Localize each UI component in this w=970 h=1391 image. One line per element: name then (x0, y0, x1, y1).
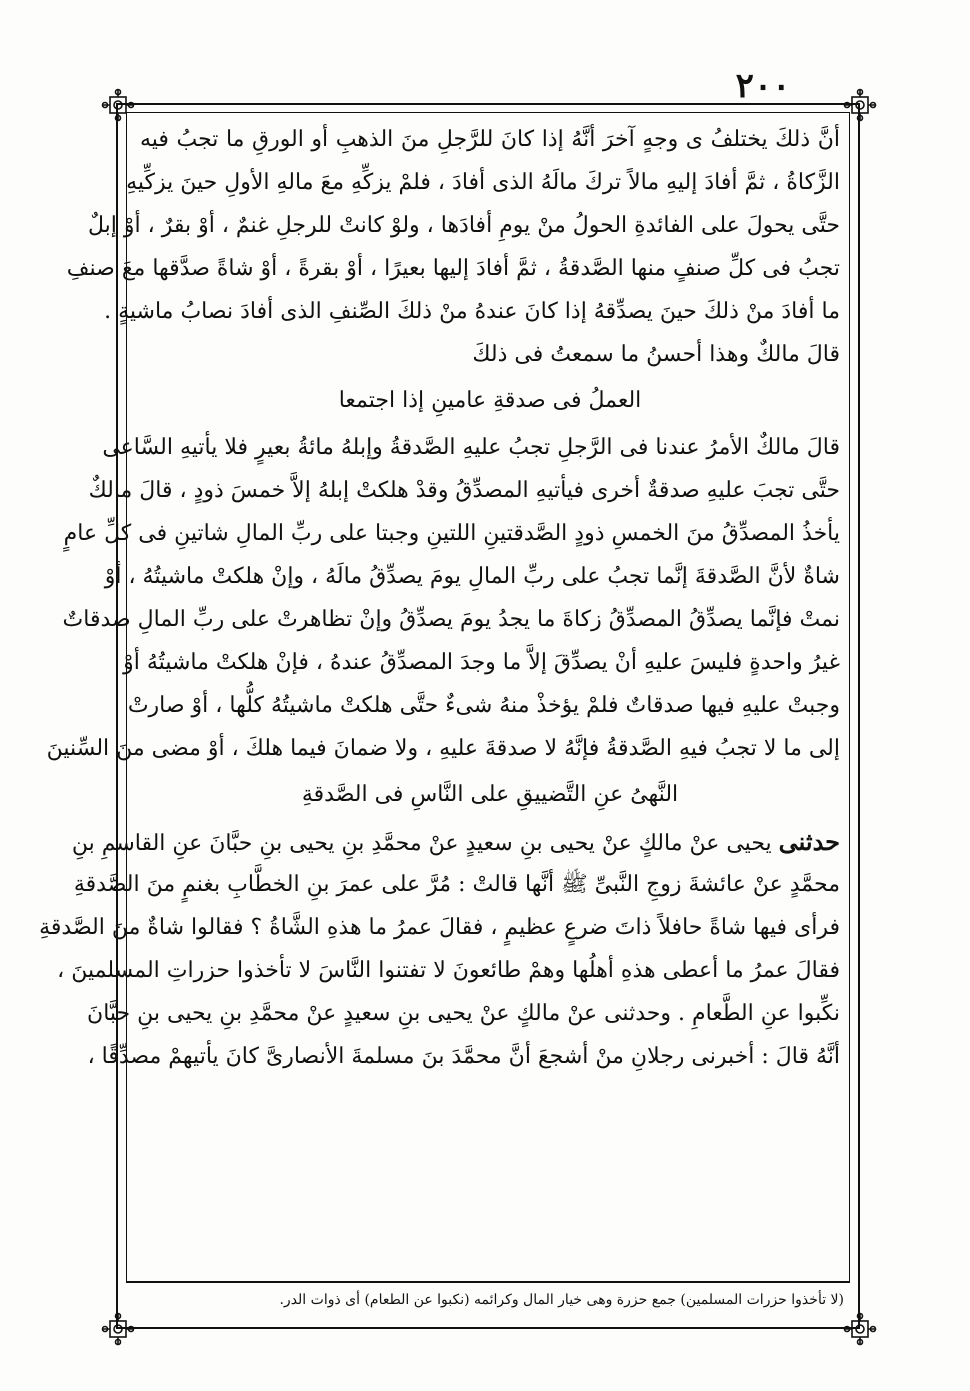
text-line: إلى ما لا تجبُ فيهِ الصَّدقةُ فإنَّهُ لا صدقةَ عليهِ ، ولا ضمانَ فيما هلكَ ، أوْ مضى منَ السِّنينَ (46, 736, 840, 761)
text-line: قالَ مالكٌ وهذا أحسنُ ما سمعتُ فى ذلكَ (472, 342, 840, 367)
text-line: نكِّبوا عنِ الطَّعامِ . وحدثنى عنْ مالكٍ عنْ يحيى بنِ سعيدٍ عنْ محمَّدِ بنِ يحيى بنِ حبَّانَ (87, 1001, 840, 1026)
text-line: شاةٌ لأنَّ الصَّدقةَ إنَّما تجبُ على ربِّ المالِ يومَ يصدِّقُ مالَهُ ، وإنْ هلكتْ ماشيتُهُ ، أوْ (104, 564, 840, 589)
corner-ornament-icon (101, 88, 135, 122)
text-line: حتَّى تجبَ عليهِ صدقةٌ أخرى فيأتيهِ المصدِّقُ وقدْ هلكتْ إبلهُ إلاَّ خمسَ ذودٍ ، قالَ مالكٌ (88, 478, 840, 503)
page-number: ٢٠٠ (735, 66, 791, 106)
text-line: وجبتْ عليهِ فيها صدقاتٌ فلمْ يؤخذْ منهُ شىءٌ حتَّى هلكتْ ماشيتُهُ كلُّها ، أوْ صارتْ (127, 693, 840, 718)
text-line: قالَ مالكٌ الأمرُ عندنا فى الرَّجلِ تجبُ عليهِ الصَّدقةُ وإبلهُ مائةُ بعيرٍ فلا يأتيهِ السَّاعى (102, 435, 840, 460)
corner-ornament-icon (843, 1312, 877, 1346)
text-line: الزَّكاةُ ، ثمَّ أفادَ إليهِ مالاً تركَ مالَهُ الذى أفادَ ، فلمْ يزكِّهِ معَ مالهِ الأولِ حينَ يزكِّيهِ (126, 170, 840, 195)
text-line: فقالَ عمرُ ما أعطى هذهِ أهلُها وهمْ طائعونَ لا تفتنوا النَّاسَ لا تأخذوا حزراتِ المسلمينَ ، (57, 958, 840, 983)
paragraph-zakat-acquired-wealth (66, 118, 840, 376)
footnote: (لا تأخذوا حزرات المسلمين) جمع حزرة وهى خيار المال وكرائمه (نكبوا عن الطعام) أى ذوات الدر. (279, 1292, 844, 1308)
text-line: ما أفادَ منْ ذلكَ حينَ يصدِّقهُ إذا كانَ عندهُ منْ ذلكَ الصِّنفِ الذى أفادَ نصابُ ماشيةٍ . (104, 299, 840, 324)
section-heading: العملُ فى صدقةِ عامينِ إذا اجتمعا (338, 388, 642, 413)
text-line: أنَّ ذلكَ يختلفُ ى وجهٍ آخرَ أنَّهُ إذا كانَ للرَّجلِ منَ الذهبِ أو الورقِ ما تجبُ فيه (140, 127, 840, 152)
text-line (71, 820, 840, 863)
text-line: يأخذُ المصدِّقُ منَ الخمسِ ذودٍ الصَّدقتينِ اللتينِ وجبتا على ربِّ المالِ شاتينِ فى كلِّ عامٍ (63, 521, 840, 546)
text-line: تجبُ فى كلِّ صنفٍ منها الصَّدقةُ ، ثمَّ أفادَ إليها بعيرًا ، أوْ بقرةً ، أوْ شاةً صدَّقها معَ صنفِ (66, 256, 840, 281)
text-line: حتَّى يحولَ على الفائدةِ الحولُ منْ يومِ أفادَها ، ولوْ كانتْ للرجلِ غنمٌ ، أوْ بقرٌ ، أوْ إبلٌ (88, 213, 840, 238)
text-line: نمتْ فإنَّما يصدِّقُ المصدِّقُ زكاةَ ما يجدُ يومَ يصدِّقُ وإنْ تظاهرتْ على ربِّ المالِ صدقاتٌ (62, 607, 840, 632)
paragraph-hadith (39, 820, 840, 1078)
text-line: غيرُ واحدةٍ فليسَ عليهِ أنْ يصدِّقَ إلاَّ ما وجدَ المصدِّقُ عندهُ ، فإنْ هلكتْ ماشيتُهُ أوْ (123, 650, 840, 675)
paragraph-two-years-sadaqa (46, 426, 840, 770)
text-line: فرأى فيها شاةً حافلاً ذاتَ ضرعٍ عظيمٍ ، فقالَ عمرُ ما هذهِ الشَّاةُ ؟ فقالوا شاةٌ منَ الصَّدقةِ (39, 915, 840, 940)
text-line: أنَّهُ قالَ : أخبرنى رجلانِ منْ أشجعَ أنَّ محمَّدَ بنَ مسلمةَ الأنصارىَّ كانَ يأتيهمْ مصدِّقًا ، (87, 1044, 840, 1069)
corner-ornament-icon (843, 88, 877, 122)
corner-ornament-icon (101, 1312, 135, 1346)
text-line-rest: يحيى عنْ مالكٍ عنْ يحيى بنِ سعيدٍ عنْ محمَّدِ بنِ يحيى بنِ حبَّانَ عنِ القاسمِ بنِ (71, 831, 772, 856)
footnote-divider (126, 1282, 850, 1283)
hadith-lead-word: حدثنى (778, 827, 840, 856)
page-text (39, 118, 840, 1238)
section-heading: النَّهىُ عنِ التَّضييقِ على النَّاسِ فى الصَّدقةِ (301, 782, 679, 807)
text-line: محمَّدٍ عنْ عائشةَ زوجِ النَّبىِّ ﷺ أنَّها قالتْ : مُرَّ على عمرَ بنِ الخطَّابِ بغنمٍ منَ الصَّدقةِ (73, 872, 840, 897)
